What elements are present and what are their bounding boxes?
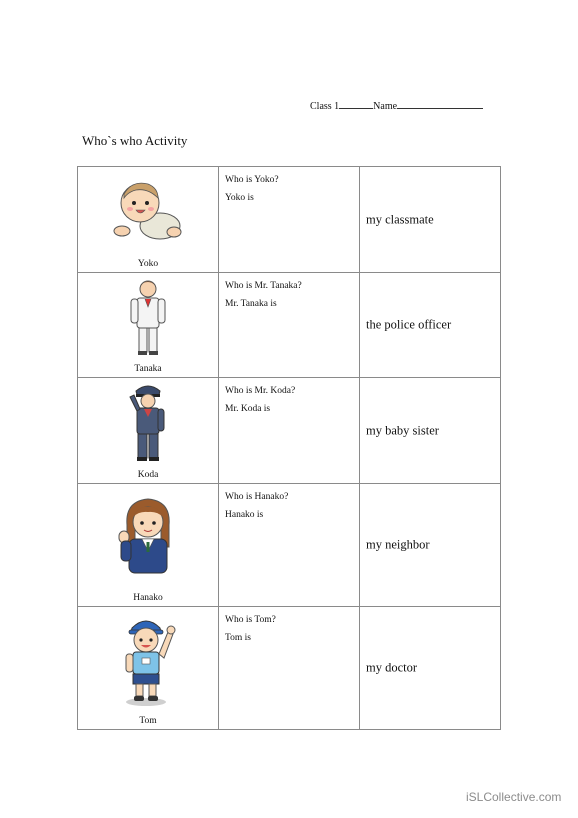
picture-cell (78, 607, 219, 730)
person-name: Hanako (133, 593, 163, 603)
class-blank[interactable] (339, 99, 373, 109)
question-cell[interactable] (219, 378, 360, 484)
question-cell[interactable] (219, 607, 360, 730)
answer-option: my baby sister (366, 423, 439, 437)
answer-option: my classmate (366, 212, 434, 226)
answer-cell (360, 378, 501, 484)
person-name: Yoko (137, 259, 159, 269)
class-label: Class 1 (310, 101, 340, 112)
answer-prompt: Yoko is (225, 193, 254, 203)
answer-cell (360, 273, 501, 378)
answer-cell (360, 484, 501, 607)
question-text: Who is Tom? (225, 615, 276, 625)
activity-table (77, 166, 501, 730)
baby-icon (108, 176, 188, 248)
table-row (78, 607, 501, 730)
answer-option: my neighbor (366, 537, 430, 552)
question-cell[interactable] (219, 273, 360, 378)
name-label: Name (373, 101, 398, 112)
person-name: Koda (137, 470, 159, 480)
table-row (78, 484, 501, 607)
doctor-icon (128, 277, 168, 357)
answer-prompt: Hanako is (225, 510, 264, 520)
answer-prompt: Mr. Koda is (225, 404, 271, 414)
name-blank[interactable] (397, 99, 483, 109)
table-row (78, 378, 501, 484)
answer-cell (360, 607, 501, 730)
question-text: Who is Yoko? (225, 175, 279, 185)
question-cell[interactable] (219, 484, 360, 607)
schoolgirl-icon (117, 495, 179, 579)
boy-waving-icon (120, 612, 176, 708)
question-text: Who is Mr. Tanaka? (225, 281, 302, 291)
answer-option: the police officer (366, 317, 452, 332)
question-text: Who is Mr. Koda? (225, 386, 296, 396)
answer-cell (360, 167, 501, 273)
question-text: Who is Hanako? (225, 492, 289, 502)
watermark: iSLCollective.com (466, 790, 562, 804)
answer-prompt: Tom is (225, 633, 251, 643)
person-name: Tanaka (134, 364, 162, 374)
worksheet-title: Who`s who Activity (82, 133, 188, 148)
picture-cell (78, 167, 219, 273)
table-row (78, 273, 501, 378)
table-row (78, 167, 501, 273)
picture-cell (78, 378, 219, 484)
answer-prompt: Mr. Tanaka is (225, 299, 277, 309)
picture-cell (78, 484, 219, 607)
police-officer-icon (128, 381, 168, 465)
person-name: Tom (139, 716, 157, 726)
answer-option: my doctor (366, 660, 418, 675)
question-cell[interactable] (219, 167, 360, 273)
class-name-line (310, 99, 483, 112)
picture-cell (78, 273, 219, 378)
